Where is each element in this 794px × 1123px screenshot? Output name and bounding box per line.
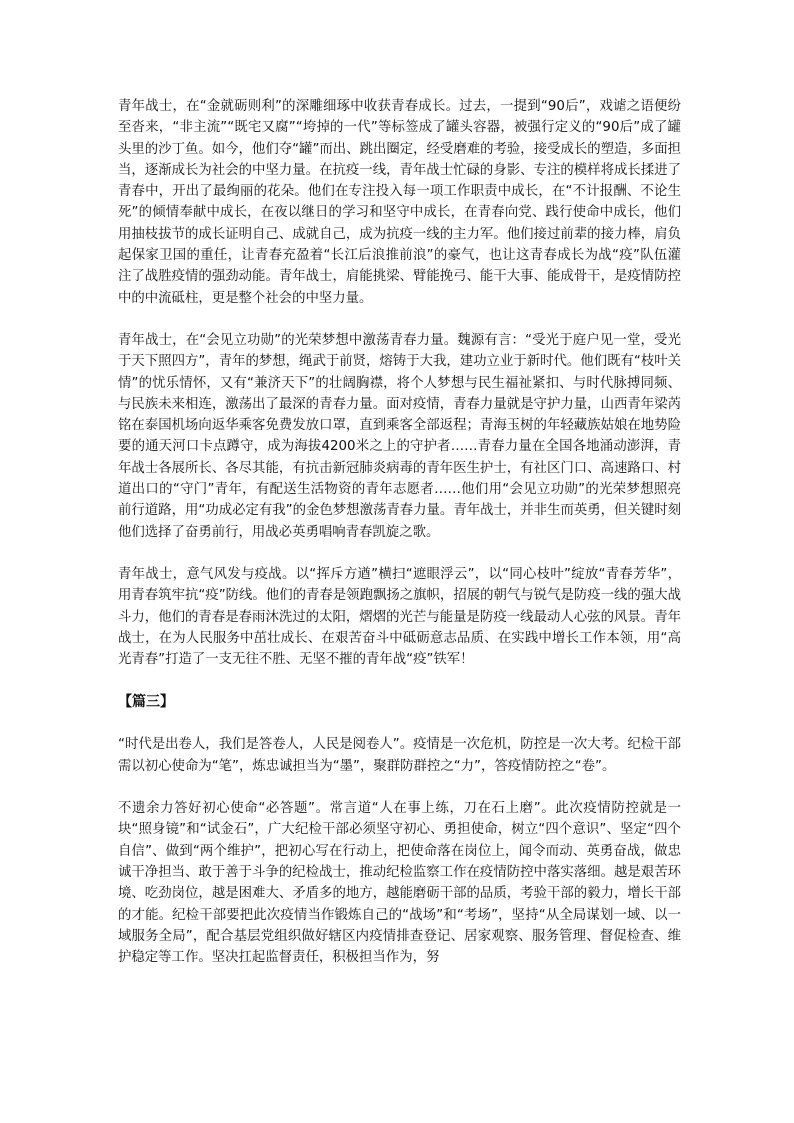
paragraph-young-fighters-dream: 青年战士，在“会见立功勋”的光荣梦想中激荡青春力量。魏源有言：“受光于庭户见一堂，受光于天下照四方”，青年的梦想，绳武于前贤，熔铸于大我，建功立业于新时代。他们既有“枝叶关情”的忧乐情怀，又有“兼济天下”的壮阔胸襟，将个人梦想与民生福祉紧扣、与时代脉搏同频、与民族未来相连，激荡出了最深的青春力量。面对疫情，青春力量就是守护力量，山西青年梁芮铭在泰国机场向返华乘客免费发放口罩，直到乘客全部返程；青海玉树的年轻藏族姑娘在地势险要的通天河口卡点蹲守，成为海拔4200米之上的守护者……青春力量在全国各地涌动澎湃，青年战士各展所长、各尽其能，有抗击新冠肺炎病毒的青年医生护士，有社区门口、高速路口、村道出口的“守门”青年，有配送生活物资的青年志愿者……他们用“会见立功勋”的光荣梦想照亮前行道路，用“功成必定有我”的金色梦想激荡青春力量。青年战士，并非生而英勇，但关键时刻他们选择了奋勇前行，用战必英勇唱响青春凯旋之歌。 [118, 332, 681, 540]
paragraph-young-fighters-growth: 青年战士，在“金就砺则利”的深雕细琢中收获青春成长。过去，一提到“90后”，戏谑之语便纷至沓来，“非主流”“既宅又腐”“垮掉的一代”等标签成了罐头容器，被强行定义的“90后”成了罐头里的沙丁鱼。如今，他们夺“罐”而出、跳出圈定，经受磨难的考验，接受成长的塑造，多面担当，逐渐成长为社会的中坚力量。在抗疫一线，青年战士忙碌的身影、专注的模样将成长揉进了青春中，开出了最绚丽的花朵。他们在专注投入每一项工作职责中成长，在“不计报酬、不论生死”的倾情奉献中成长，在夜以继日的学习和坚守中成长，在青春向党、践行使命中成长，他们用抽枝拔节的成长证明自己、成就自己，成为抗疫一线的主力军。他们接过前辈的接力棒，肩负起保家卫国的重任，让青春充盈着“长江后浪推前浪”的豪气，也让这青春成长为战“疫”队伍灌注了战胜疫情的强劲动能。青年战士，肩能挑梁、臂能挽弓、能干大事、能成骨干，是疫情防控中的中流砥柱，更是整个社会的中坚力量。 [118, 99, 681, 306]
paragraph-mission-answer: 不遗余力答好初心使命“必答题”。常言道“人在事上练，刀在石上磨”。此次疫情防控就是一块“照身镜”和“试金石”，广大纪检干部必须坚守初心、勇担使命，树立“四个意识”、坚定“四个自信”、做到“两个维护”，把初心写在行动上，把使命落在岗位上，闻令而动、英勇奋战，做忠诚干净担当、敢于善于斗争的纪检战士，推动纪检监察工作在疫情防控中落实落细。越是艰苦环境、吃劲岗位，越是困难大、矛盾多的地方，越能磨砺干部的品质，考验干部的毅力，增长干部的才能。纪检干部要把此次疫情当作锻炼自己的“战场”和“考场”，坚持“从全局谋划一域、以一域服务全局”，配合基层党组织做好辖区内疫情排查登记、居家观察、服务管理、督促检查、维护稳定等工作。坚决扛起监督责任，积极担当作为，努 [118, 801, 681, 966]
paragraph-exam-intro: “时代是出卷人，我们是答卷人，人民是阅卷人”。疫情是一次危机，防控是一次大考。纪检干部需以初心使命为“笔”，炼忠诚担当为“墨”，聚群防群控之“力”，答疫情防控之“卷”。 [118, 737, 681, 774]
paragraph-young-fighters-spirit: 青年战士，意气风发与疫战。以“挥斥方遒”横扫“遮眼浮云”，以“同心枝叶”绽放“青春芳华”，用青春筑牢抗“疫”防线。他们的青春是领跑飘扬之旗帜，招展的朝气与锐气是防疫一线的强大战斗力，他们的青春是春雨沐洗过的太阳，熠熠的光芒与能量是防疫一线最动人心弦的风景。青年战士，在为人民服务中茁壮成长、在艰苦奋斗中砥砺意志品质、在实践中增长工作本领，用“高光青春”打造了一支无往不胜、无坚不摧的青年战“疫”铁军！ [118, 566, 681, 668]
section-heading: 【篇三】 [118, 694, 174, 711]
document-page [118, 96, 681, 989]
